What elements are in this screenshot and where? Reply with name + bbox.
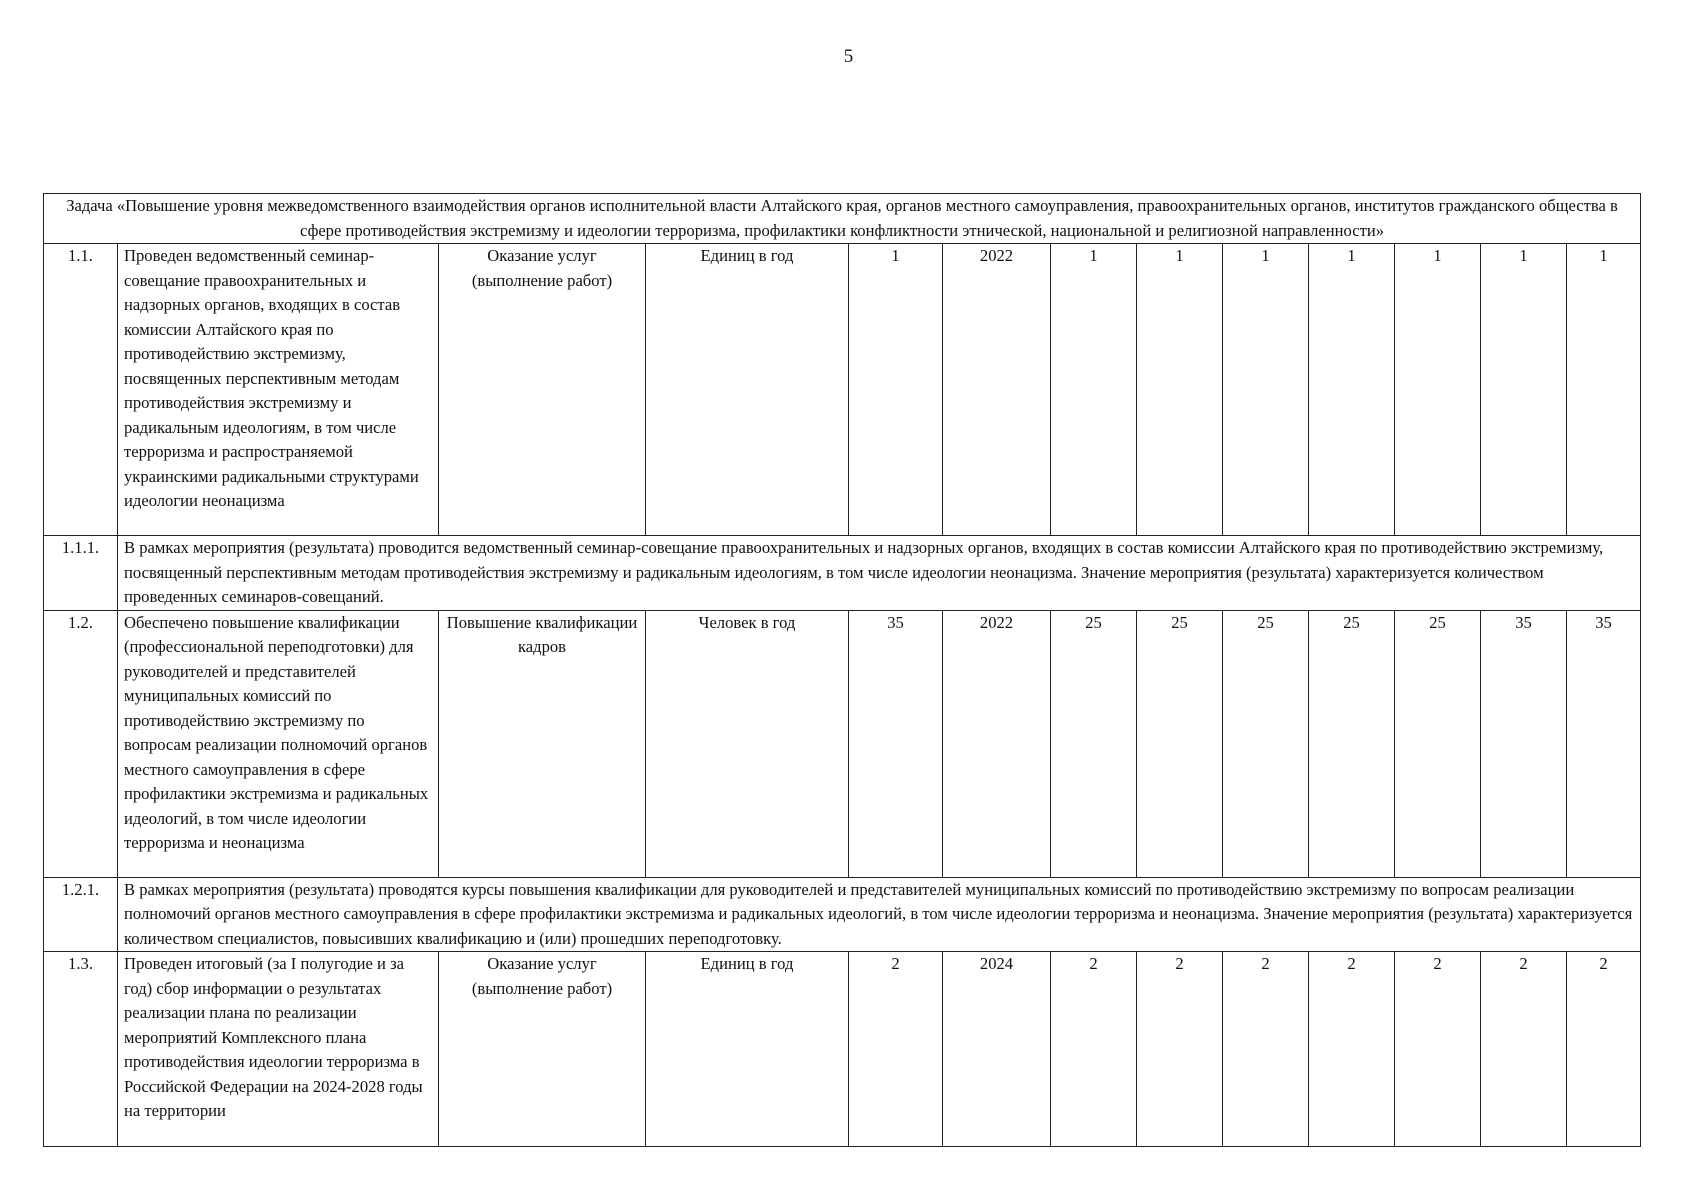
year-value: 1: [1481, 244, 1567, 536]
year-value: 2: [1395, 952, 1481, 1147]
table-row: [44, 952, 1641, 1147]
description-row: [44, 536, 1641, 611]
base-value: 1: [849, 244, 943, 536]
plan-table: [43, 193, 1641, 1147]
year-value: 35: [1567, 610, 1641, 877]
result-type: Оказание услуг (выполнение работ): [439, 244, 646, 536]
result-description: В рамках мероприятия (результата) проводится ведомственный семинар-совещание правоохранительных и надзорных органов, входящих в состав комиссии Алтайского края по противодействию экстремизму, посвященный перспективным методам противодействия экстремизму и радикальным идеологиям, в том числе идеологии неонацизма. Значение мероприятия (результата) характеризуется количеством проведенных семинаров-совещаний.: [118, 536, 1641, 611]
result-type: Повышение квалификации кадров: [439, 610, 646, 877]
result-description: В рамках мероприятия (результата) проводятся курсы повышения квалификации для руководителей и представителей муниципальных комиссий по противодействию экстремизму по вопросам реализации полномочий органов местного самоуправления в сфере профилактики экстремизма и радикальных идеологий, в том числе идеологии терроризма и неонацизма. Значение мероприятия (результата) характеризуется количеством специалистов, повысивших квалификацию и (или) прошедших переподготовку.: [118, 877, 1641, 952]
year-value: 25: [1395, 610, 1481, 877]
result-name: Обеспечено повышение квалификации (профессиональной переподготовки) для руководителей и представителей муниципальных комиссий по противодействию экстремизму по вопросам реализации полномочий органов местного самоуправления в сфере профилактики экстремизма и радикальных идеологий, в том числе идеологии терроризма и неонацизма: [118, 610, 439, 877]
year-value: 25: [1223, 610, 1309, 877]
year-value: 25: [1137, 610, 1223, 877]
year-value: 1: [1137, 244, 1223, 536]
result-type: Оказание услуг (выполнение работ): [439, 952, 646, 1147]
base-year: 2022: [943, 244, 1051, 536]
unit-of-measure: Единиц в год: [646, 952, 849, 1147]
base-value: 35: [849, 610, 943, 877]
year-value: 2: [1051, 952, 1137, 1147]
year-value: 2: [1137, 952, 1223, 1147]
task-header: Задача «Повышение уровня межведомственного взаимодействия органов исполнительной власти Алтайского края, органов местного самоуправления, правоохранительных органов, институтов гражданского общества в сфере противодействия экстремизму и идеологии терроризма, профилактики конфликтности этнической, национальной и религиозной направленности»: [44, 194, 1641, 244]
base-year: 2022: [943, 610, 1051, 877]
row-number: 1.2.: [44, 610, 118, 877]
result-name: Проведен итоговый (за I полугодие и за год) сбор информации о результатах реализации плана по реализации мероприятий Комплексного плана противодействия идеологии терроризма в Российской Федерации на 2024-2028 годы на территории: [124, 954, 423, 1120]
table-row: [44, 610, 1641, 877]
base-value: 2: [849, 952, 943, 1147]
table-row: [44, 244, 1641, 536]
year-value: 25: [1309, 610, 1395, 877]
year-value: 2: [1309, 952, 1395, 1147]
year-value: 25: [1051, 610, 1137, 877]
task-header-row: [44, 194, 1641, 244]
result-name: Проведен ведомственный семинар-совещание правоохранительных и надзорных органов, входящих в состав комиссии Алтайского края по противодействию экстремизму, посвященных перспективным методам противодействия экстремизму и радикальным идеологиям, в том числе терроризма и распространяемой украинскими радикальными структурами идеологии неонацизма: [118, 244, 439, 536]
row-number: 1.1.: [44, 244, 118, 536]
result-name-cell: [118, 952, 439, 1147]
year-value: 2: [1223, 952, 1309, 1147]
year-value: 1: [1395, 244, 1481, 536]
row-number: 1.2.1.: [44, 877, 118, 952]
year-value: 2: [1481, 952, 1567, 1147]
description-row: [44, 877, 1641, 952]
row-number: 1.1.1.: [44, 536, 118, 611]
year-value: 2: [1567, 952, 1641, 1147]
year-value: 1: [1051, 244, 1137, 536]
unit-of-measure: Человек в год: [646, 610, 849, 877]
base-year: 2024: [943, 952, 1051, 1147]
page-number: 5: [843, 46, 854, 67]
year-value: 1: [1223, 244, 1309, 536]
year-value: 1: [1309, 244, 1395, 536]
unit-of-measure: Единиц в год: [646, 244, 849, 536]
year-value: 1: [1567, 244, 1641, 536]
year-value: 35: [1481, 610, 1567, 877]
row-number: 1.3.: [44, 952, 118, 1147]
